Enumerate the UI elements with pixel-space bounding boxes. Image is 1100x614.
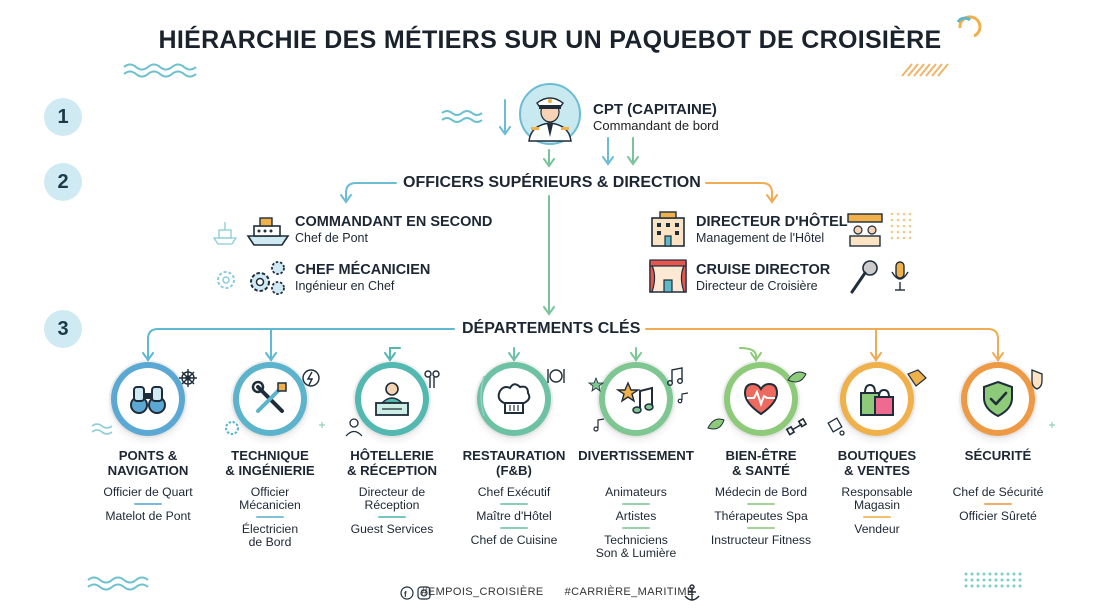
department-title: BIEN-ÊTRE & SANTÉ (725, 448, 797, 478)
role-item: Directeur de Réception (358, 485, 426, 512)
captain-subtitle: Commandant de bord (593, 118, 719, 133)
role-item: Médecin de Bord (714, 485, 808, 499)
level2-title: OFFICERS SUPÉRIEURS & DIRECTION (403, 174, 701, 191)
officer-title: DIRECTEUR D'HÔTEL (696, 214, 848, 230)
footer-hashtag-2[interactable]: #CARRIÈRE_MARITIME (564, 586, 695, 598)
department-title: SÉCURITÉ (964, 448, 1032, 463)
role-item: Animateurs (605, 485, 667, 499)
officer-subtitle: Ingénieur en Chef (295, 279, 395, 293)
utensils-icon (548, 369, 564, 383)
officer-subtitle: Management de l'Hôtel (696, 231, 825, 245)
small-note-icon (594, 393, 688, 431)
role-item: Chef de Sécurité (952, 485, 1044, 499)
role-item: Instructeur Fitness (710, 533, 812, 547)
plus-decoration (319, 422, 1055, 428)
role-item: Officier Mécanicien (239, 485, 301, 512)
level-2-badge: 2 (44, 163, 82, 201)
role-item: Officier Sûreté (959, 509, 1037, 523)
role-item: Matelot de Pont (105, 509, 191, 523)
officer-subtitle: Chef de Pont (295, 231, 368, 245)
role-item: Électricien de Bord (241, 522, 299, 549)
arc-decoration (481, 376, 484, 416)
department-title: PONTS & NAVIGATION (107, 448, 189, 478)
level-1-badge: 1 (44, 98, 82, 136)
footer-hashtag-1[interactable]: #EMPOIS_CROISIÈRE (421, 586, 544, 598)
facebook-glyph: f (404, 590, 407, 599)
role-item: Maître d'Hôtel (476, 509, 552, 523)
level-3-badge: 3 (44, 310, 82, 348)
officer-title: COMMANDANT EN SECOND (295, 214, 493, 230)
role-item: Thérapeutes Spa (714, 509, 808, 523)
role-item: Vendeur (854, 522, 900, 536)
role-item: Chef Exécutif (477, 485, 551, 499)
captain-title: CPT (CAPITAINE) (593, 101, 717, 118)
role-item: Responsable Magasin (841, 485, 913, 512)
role-item: Chef de Cuisine (470, 533, 558, 547)
music-note-icon (668, 368, 683, 385)
small-gear-icon (226, 422, 238, 434)
page-title: HIÉRARCHIE DES MÉTIERS SUR UN PAQUEBOT DE CROISIÈRE (158, 26, 942, 54)
footer (0, 586, 1100, 598)
dumbbell-icon (787, 419, 806, 435)
officer-title: CHEF MÉCANICIEN (295, 262, 431, 278)
ship-wheel-icon (179, 369, 197, 387)
role-item: Artistes (615, 509, 657, 523)
keys-icon (425, 371, 439, 388)
officer-title: CRUISE DIRECTOR (696, 262, 831, 278)
cart-tag-icon (828, 418, 844, 435)
role-item: Officier de Quart (103, 485, 193, 499)
department-title: RESTAURATION (F&B) (462, 448, 566, 478)
leaves-icon (708, 372, 806, 429)
level3-title: DÉPARTEMENTS CLÉS (462, 320, 641, 337)
officer-subtitle: Directeur de Croisière (696, 279, 818, 293)
department-title: TECHNIQUE & INGÉNIERIE (225, 448, 315, 478)
price-tag-icon (908, 370, 926, 386)
role-item: Techniciens Son & Lumière (595, 533, 677, 560)
star-icon (589, 378, 603, 391)
department-title: HÔTELLERIE & RÉCEPTION (346, 448, 438, 478)
role-item: Guest Services (350, 522, 434, 536)
department-title: BOUTIQUES & VENTES (837, 448, 917, 478)
concierge-person-icon (346, 419, 362, 436)
lock-icon (1032, 370, 1042, 389)
department-title: DIVERTISSEMENT (578, 448, 694, 463)
lightning-icon (303, 370, 319, 386)
